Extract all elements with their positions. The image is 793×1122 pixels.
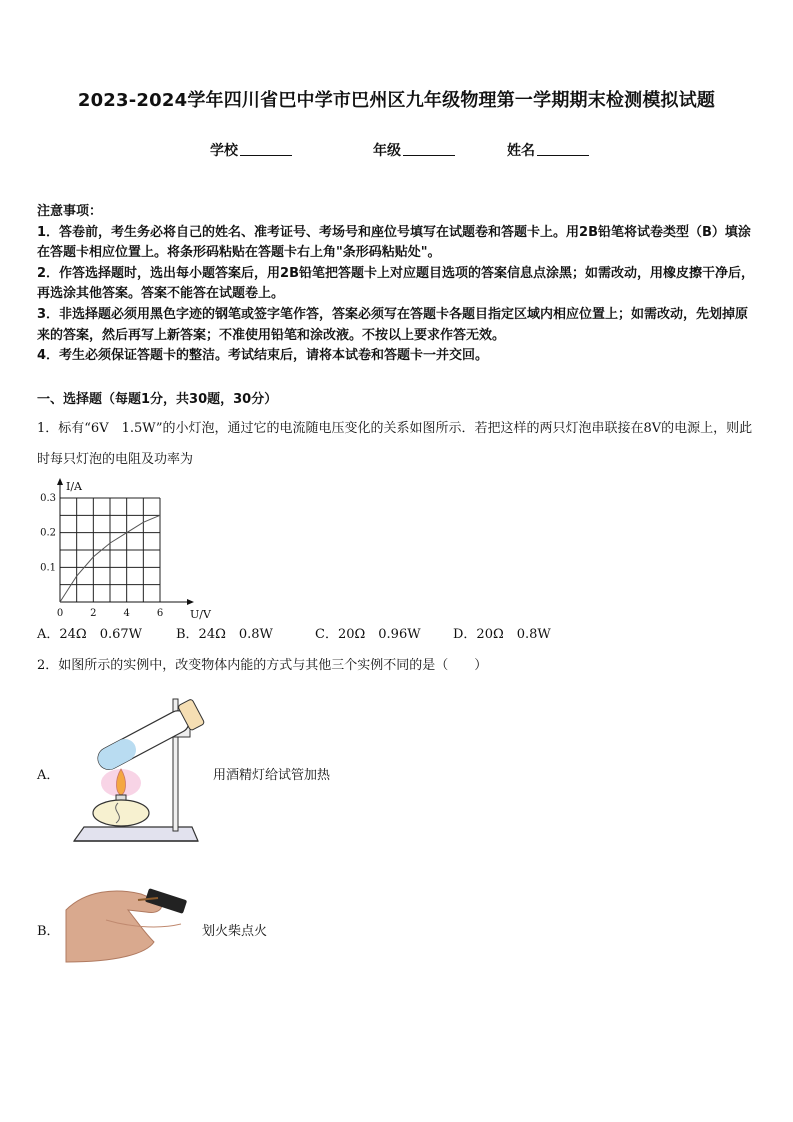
note-item: 2．作答选择题时，选出每小题答案后，用2B铅笔把答题卡上对应题目选项的答案信息点涂黑；如需改动，用橡皮擦干净后，再选涂其他答案。答案不能答在试题卷上。	[37, 265, 755, 302]
x-tick-label: 4	[123, 608, 130, 619]
q1-option-a: A．24Ω 0.67W	[37, 627, 143, 642]
x-tick-label: 0	[56, 608, 64, 619]
exam-title: 2023-2024学年四川省巴中学市巴州区九年级物理第一学期期末检测模拟试题	[77, 90, 716, 111]
x-tick-label: 2	[90, 608, 97, 619]
q2-option-b-letter: B．	[37, 924, 60, 939]
y-axis-arrow	[57, 478, 63, 485]
y-tick-label: 0.3	[40, 493, 56, 504]
y-axis-label: I/A	[66, 480, 82, 493]
question-1-text: 1．标有“6V 1.5W”的小灯泡，通过它的电流随电压变化的关系如图所示．若把这样的两只灯泡串联接在8V的电源上，则此时每只灯泡的电阻及功率为	[37, 421, 753, 467]
school-field	[210, 140, 292, 160]
grade-blank	[403, 143, 455, 156]
school-blank	[240, 143, 292, 156]
x-axis-label: U/V	[190, 608, 211, 621]
iv-chart	[36, 474, 226, 621]
q2-option-a-letter: A．	[37, 768, 60, 783]
name-field	[507, 140, 589, 160]
q1-option-c: C．20Ω 0.96W	[315, 627, 421, 642]
q1-option-d: D．20Ω 0.8W	[453, 627, 551, 642]
y-tick-label: 0.1	[40, 562, 56, 574]
school-label: 学校	[210, 143, 238, 159]
name-label: 姓名	[507, 143, 535, 159]
grade-label: 年级	[373, 143, 401, 159]
q1-option-b: B．24Ω 0.8W	[176, 627, 273, 642]
chart-axes	[57, 478, 194, 605]
q2-option-b-caption: 划火柴点火	[202, 924, 268, 939]
exam-notes	[37, 202, 759, 367]
alcohol-lamp-illustration	[66, 695, 216, 860]
note-item: 4．考生必须保证答题卡的整洁。考试结束后，请将本试卷和答题卡一并交回。	[37, 348, 489, 364]
match-lighting-illustration	[66, 880, 196, 965]
chart-ticks	[40, 493, 163, 619]
x-axis-arrow	[187, 599, 194, 605]
name-blank	[537, 143, 589, 156]
question-2-text: 2．如图所示的实例中，改变物体内能的方式与其他三个实例不同的是（ ）	[37, 658, 488, 673]
note-item: 1．答卷前，考生务必将自己的姓名、准考证号、考场号和座位号填写在试题卷和答题卡上。用2B铅笔将试卷类型（B）填涂在答题卡相应位置上。将条形码粘贴在答题卡右上角"条形码粘贴处"。	[37, 224, 751, 261]
q2-option-a-caption: 用酒精灯给试管加热	[213, 768, 331, 783]
grade-field	[373, 140, 455, 160]
notes-heading: 注意事项：	[37, 204, 103, 219]
note-item: 3．非选择题必须用黑色字迹的钢笔或签字笔作答，答案必须写在答题卡各题目指定区域内相应位置上；如需改动，先划掉原来的答案，然后再写上新答案；不准使用铅笔和涂改液。不按以上要求作答无效。	[37, 306, 749, 343]
section-heading: 一、选择题（每题1分，共30题，30分）	[37, 392, 278, 407]
y-tick-label: 0.2	[40, 527, 56, 539]
chart-grid	[60, 498, 160, 602]
x-tick-label: 6	[156, 608, 164, 619]
